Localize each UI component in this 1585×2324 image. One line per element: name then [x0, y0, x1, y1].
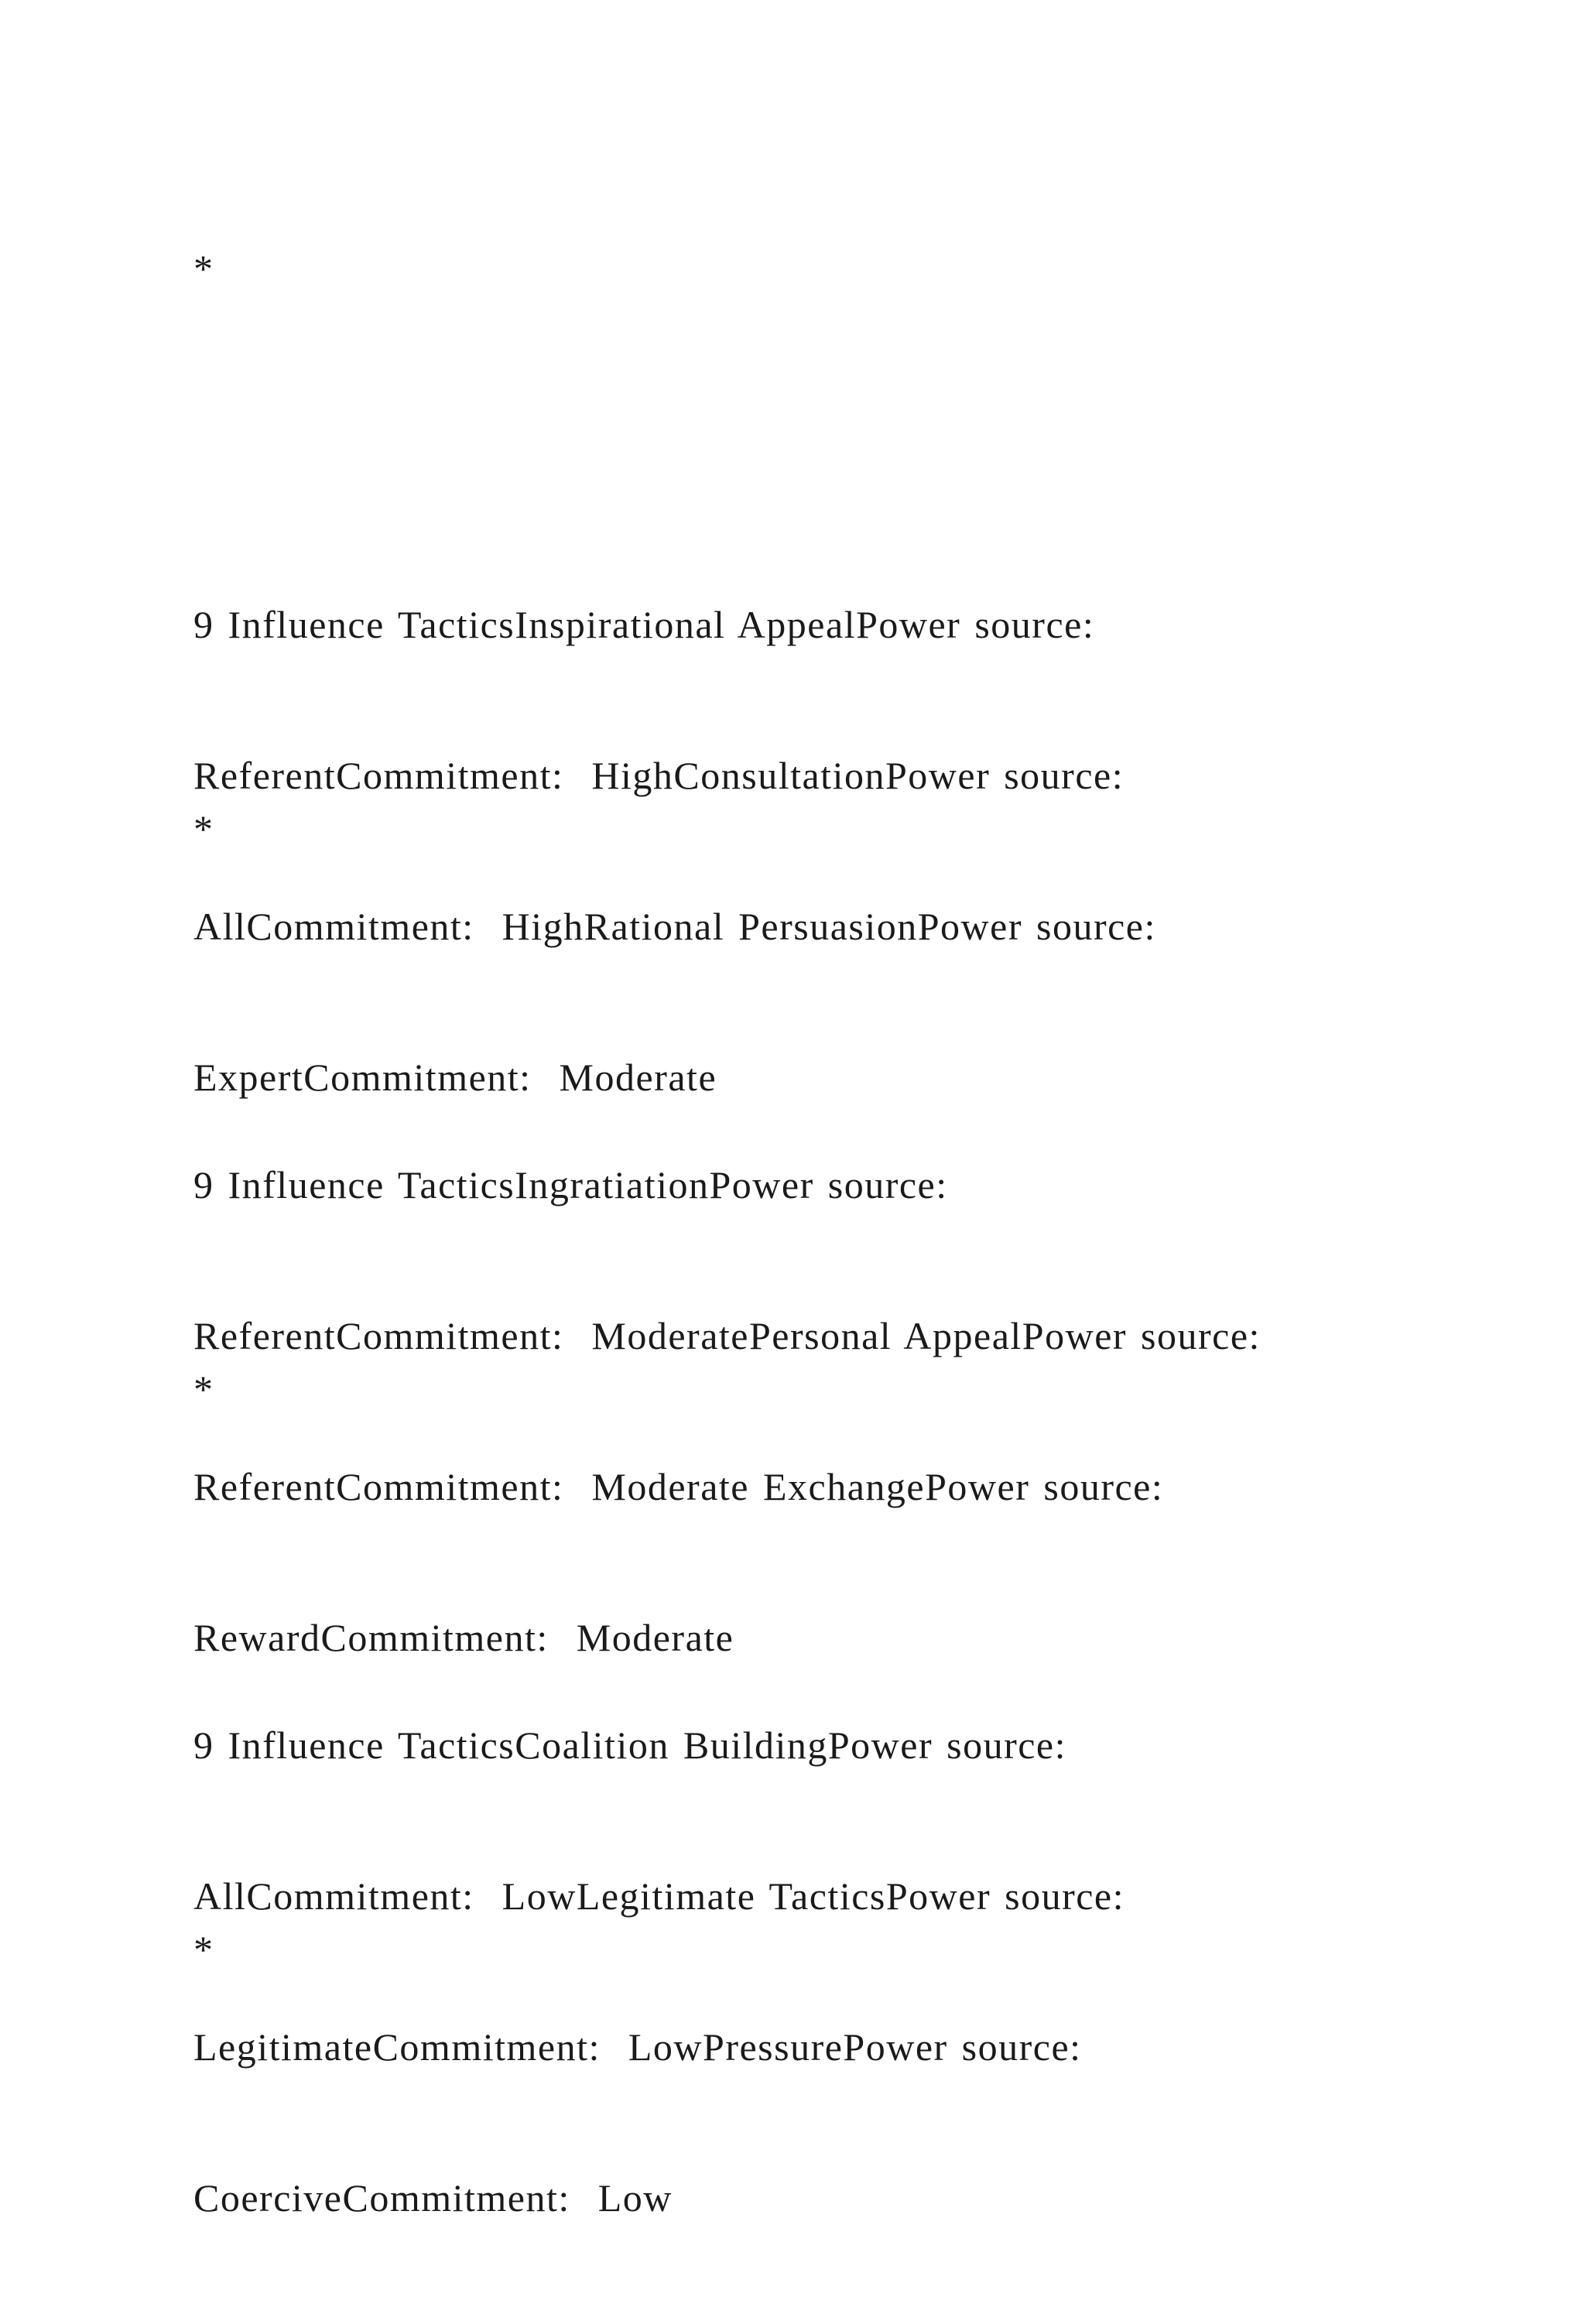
- text-line: ReferentCommitment: ModeratePersonal AppealPower source:: [193, 1314, 1261, 1357]
- text-line: AllCommitment: HighRational PersuasionPower source:: [193, 905, 1156, 948]
- text-line: 9 Influence TacticsIngratiationPower source:: [193, 1163, 948, 1206]
- influence-tactics-block-3: [193, 1620, 1509, 2324]
- text-line: CoerciveCommitment: Low: [193, 2176, 673, 2220]
- separator-asterisk-2: *: [193, 807, 213, 851]
- text-line: ReferentCommitment: Moderate ExchangePower source:: [193, 1465, 1164, 1508]
- text-line: ExpertCommitment: Moderate: [193, 1056, 717, 1099]
- text-line: RewardCommitment: Moderate: [193, 1616, 734, 1659]
- text-line: ReferentCommitment: HighConsultationPower source:: [193, 754, 1125, 797]
- text-line: 9 Influence TacticsInspirational AppealPower source:: [193, 603, 1095, 646]
- separator-asterisk-3: *: [193, 1367, 213, 1411]
- text-line: 9 Influence TacticsCoalition BuildingPower source:: [193, 1723, 1067, 1767]
- separator-asterisk-1: *: [193, 247, 213, 290]
- separator-asterisk-4: *: [193, 1928, 213, 1971]
- text-line: LegitimateCommitment: LowPressurePower source:: [193, 2025, 1082, 2069]
- text-line: AllCommitment: LowLegitimate TacticsPower source:: [193, 1874, 1125, 1918]
